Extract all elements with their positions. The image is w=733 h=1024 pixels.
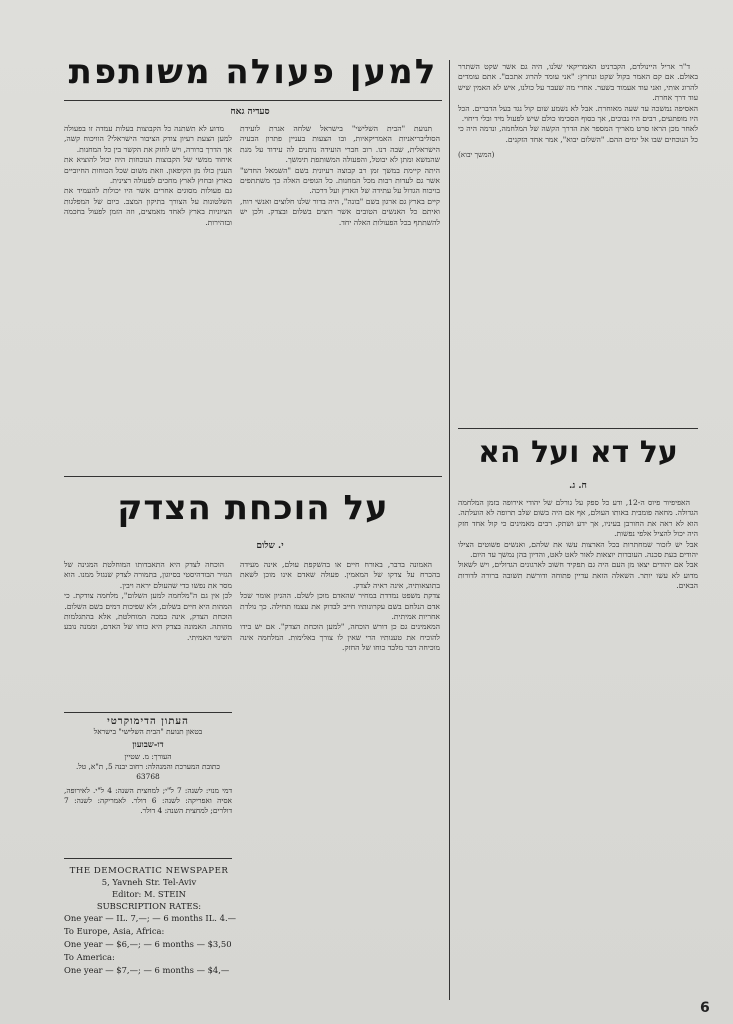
english-rate-israel: One year — IL. 7,—; — 6 months IL. 4.— [64,913,236,923]
headline-this-and-that: על דא ועל הא [478,435,678,470]
preface-column [458,62,698,424]
english-rate-region-label: To Europe, Asia, Africa: [64,926,165,936]
joint-action-col-right [240,124,440,424]
english-editor: Editor: M. STEIN [111,889,187,899]
byline-this-and-that: ח. ג. [569,481,587,491]
masthead-rates: דמי מנוי: לשנה: 7 ל"י; למחצית השנה: 4 ל"י. לאירופה, אסיה ואפריקה: לשנה: 6 דולר. לאמריקה: לשנה: 7 דולרים; למחצית השנה: 4 דולר. [64,786,233,815]
headline-just-proof: על הוכחת הצדק [117,488,389,528]
column-divider [449,60,450,1000]
masthead-bottom-rule [64,858,232,859]
joint-action-col-left [64,124,232,424]
masthead-top-rule [64,712,232,713]
english-rate-america-label: To America: [64,952,115,962]
page-number: 6 [700,1000,710,1016]
just-proof-text-1: הוכחה לצדק היא התאבדותו המוחלטת המגינה של הגזיר הבודהיסטי בסיוגון, בתמורה לצדק שנגזל ממנו. הוא מסר את נפשו כדי שהעולם יראה ויבין. לכן אין גם ה"מלחמה למען השלום", מלחמה צודקת. כי המהות היא חיים בשלום, ולא שפיכות דמים בשם השלום. הוכחת הצדק, אינה במכה המוחלטת, אלא בהתגלמות מהותה. האמונה בצדק היא כוחו של האדם, וממנה נובע השינוי האמיתי. [64,560,232,642]
just-proof-col-right [240,560,440,1000]
byline-joint-action: סעדיה גאח [230,107,270,117]
masthead-frequency: דו-שבועון [132,740,164,750]
this-and-that-column [458,498,698,998]
this-and-that-text: האפיפיור פיוס ה-12, ודע כל ספק על גורלם של יהודי אירופה בזמן המלחמה הגדולה. מחאה פומבית באותו העולם, אף אם היה בשום שלב תרופה לא הועלתה. הוא לא ראה את החורבן בעיניו, אך ידע ושתק. רבים מאמינים כי קול אחד חזק היה יכול להציל אלפי נפשות. אבל יש לזכור שמחתרות בכל הארצות עשו את שלהם, ואנשים פשוטים הצילו יהודים בעת סכנה. העובדות יוצאות לאור לאט לאט, והדיון בהן נמשך עד היום. אבל אם יהודים יצאו מן העם היה גם תפקיד חשוב לארגונים הגדולים, ויש לשאול מדוע לא עשו יותר. השאלה הזאת עדיין פתוחה ודורשת תשובה ברורה לדורות הבאים. [458,498,698,591]
masthead-title: העתון הדימוקרטי [107,716,189,727]
english-box [64,866,234,977]
masthead-address: כתובת המערכת והמנהלה: רחוב יבנה 5, ת"א, טל. 63768 [75,762,221,781]
headline-joint-action: למען פעולה משותפת [68,52,438,92]
byline-just-proof: י. שלום [256,541,284,551]
rule-above-just-proof [64,476,442,477]
english-rate-region: One year — $6,—; — 6 months — $3,50 [64,939,232,949]
english-address: 5, Yavneh Str. Tel-Aviv [101,877,197,887]
masthead-editor: העורך: מ. שטיין [124,752,172,761]
rule-above-this-and-that [458,428,698,429]
english-rates-heading: SUBSCRIPTION RATES: [96,901,202,911]
preface-text: ד"ר אריל היינולדם, הקברניט האמריקאי שלנו, היה גם אשר שקט השתרר באולם. אם קם האמר בקול שקט ונחרץ: "אני עומד להרוג אתכם". אתם עומדים להרוג אותי, ואני עוד אעמוד בשער. אחרי מה שעבר על כולנו, איש לא האמין שיש עוד דרך אחרת. האסיפה נמשכה עד שעה מאוחרת. אבל לא נשמע שום קול נגד בעל הדברים. הכל היו מופתעים, רבים היו נבוכים, אך בסוף הסכימו כולם שיש לפעול מיד ובלי דיחוי. לאחר מכן הראו סרט מאריך המספר את הדרך הקשה של המלחמה, ונדמה היה כי כל הנוכחים שבו אל ימים ההם. "השלום יבוא", אמר אחד הזקנים. [458,62,698,144]
masthead-box [64,716,232,816]
just-proof-col-left [64,560,232,708]
masthead-subtitle: בטאון תנועת "הבית השלישי" בישראל [93,727,203,736]
joint-action-text-1: תנועת "הבית השלישי" בישראל שלחה אגרת לועידת הסוליבריאניות האמריקאיות, ובו הצעות בעניין פתרון הבעיה הישראלית, שבה דנו. רוב חברי הועידה נותנים לה עידוד על מנת שהמשא ומתן לא יבוטל, והפעולה המשותפת תימשך. היתה קיימת במשך זמן רב קבוצה רעיונית בשם "השמאל החדש" אשר גם לעדות רבות מכל המחנות. כל הגופים האלה כך משתתפים בויכוח הגדול על עתידה של הארץ ועל דרכה. קיים בארץ גם ארגון בשם "בונה", היה בדור שלנו חלוצים ואנשי רוח, ואיתם כל האנשים הטובים אשר רוצים בשלום ובצדק. ולכן יש להשתתף בכל הפעולות האלה יחד. [240,124,440,227]
preface-signature: (המשך יבוא) [458,150,495,160]
joint-action-text-2: מדוע לא תשתנה כל הקבוצות בעלות עמדה זו בפעולה למען הצעת רעיון צודק הציבור הישראלי? הוויכוח קשה, אך הדרך ברורה, ויש לחזק את הקשר בין כל המחנות. איחוד ממשי של הקבוצות הנוכחות היה יכול להוציא את הענין כולו מן הקיפאון. וזאת משום שכל הכוחות החיוביים בארץ ובחוץ לארץ מחכים לפעולה רצינית. גם פעולות מסוגים אחרים אשר היו יכולות להעמיד את השלטונות על הצורך בתיקון המצב. כיום של המפלגות הציוניות בארץ לאחד מאמצים, וזה הזמן לפעול בחכמה ובזהירות. [64,124,232,227]
just-proof-text-2: האמונה בדבר, באורח חיים או בהשקפת עולם, אינה מעידה בהכרח על צדקו של המאמין. פעולה שאדם אינו מוכן לשאת בתוצאותיה, אינה ראיה לצדק. צדקת משפט נמדדת במחיר שהאדם מוכן לשלם. ההגיון אומר שכל אדם הנלחם בשם עקרונותיו חייב לבדוק את עצמו תחילה. כך נולדת אחריות אמיתית. המאמינים גם כן דורש הוכחה, "למען הוכחת הצדק". אם יש בידו להוכיח את טענותיו הרי שאין לו צורך באלימות. המלחמה אינה מוכיחה דבר מלבד כוחו של החזק. [240,560,440,653]
english-title: THE DEMOCRATIC NEWSPAPER [69,866,229,876]
rule-under-headline [64,100,442,101]
english-rate-america: One year — $7,—; — 6 months — $4,— [64,965,230,975]
